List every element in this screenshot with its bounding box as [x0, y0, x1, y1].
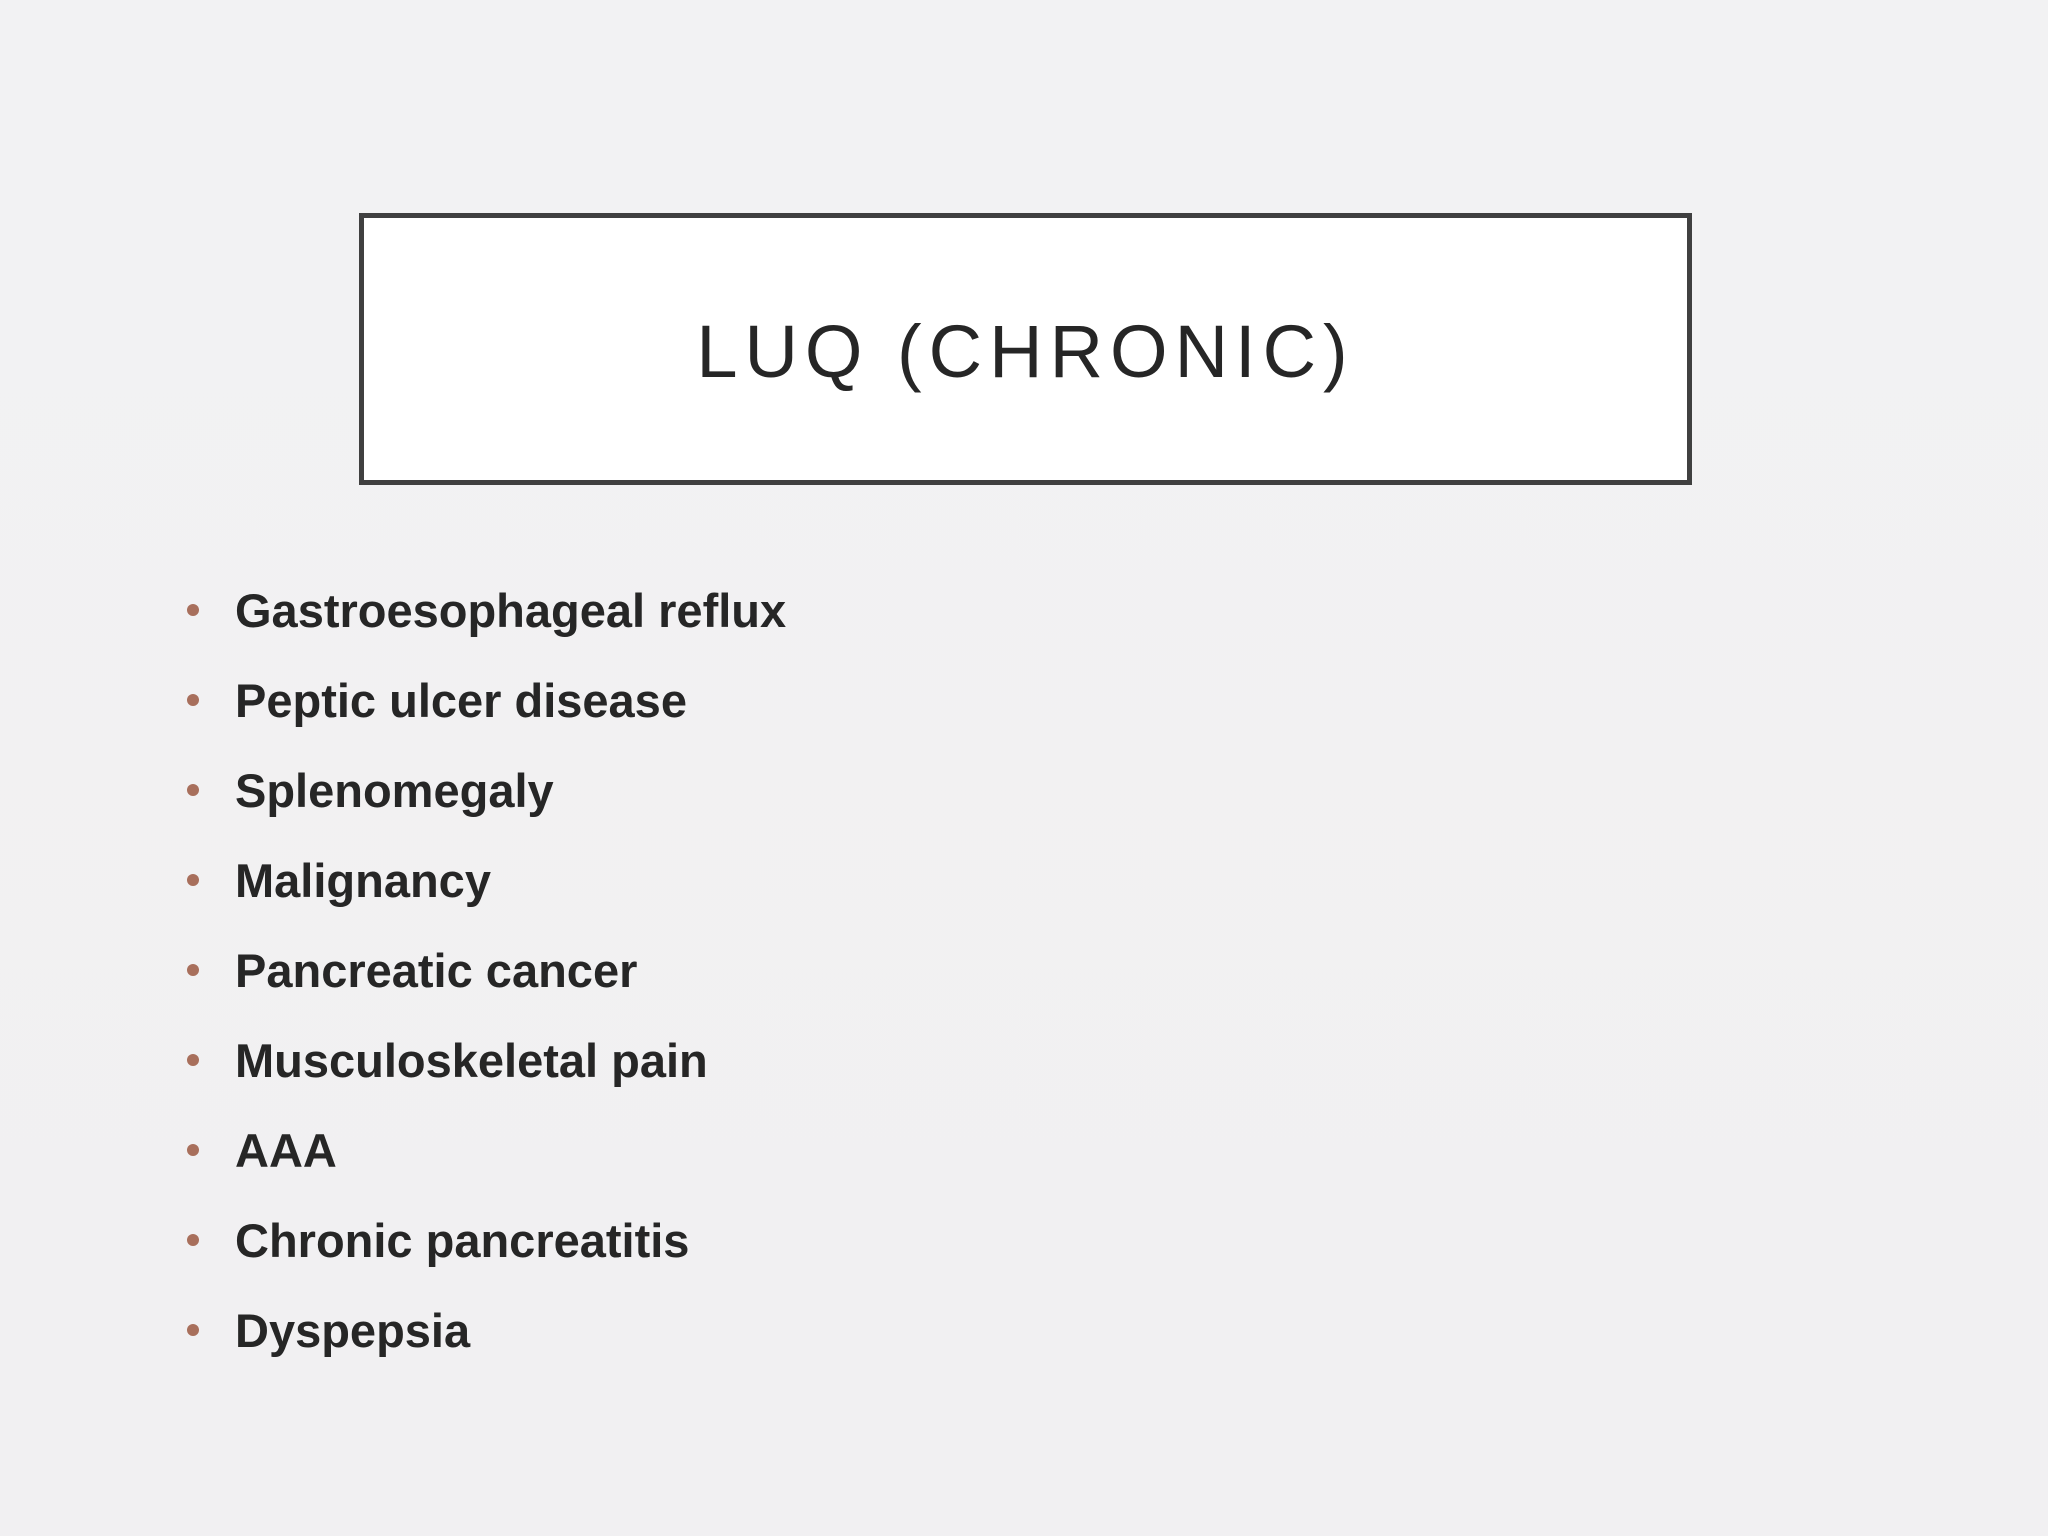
bullet-text: Gastroesophageal reflux: [235, 583, 787, 637]
bullet-dot-icon: [187, 1324, 199, 1336]
bullet-dot-icon: [187, 964, 199, 976]
title-box: [359, 213, 1692, 485]
bullet-dot-icon: [187, 604, 199, 616]
bullet-text: Pancreatic cancer: [235, 943, 638, 997]
bullet-dot-icon: [187, 1234, 199, 1246]
bullet-dot-icon: [187, 784, 199, 796]
bullet-text: Malignancy: [235, 853, 491, 907]
bullet-dot-icon: [187, 694, 199, 706]
slide-title: LUQ (CHRONIC): [696, 310, 1355, 393]
bullet-text: Dyspepsia: [235, 1303, 471, 1357]
bullet-text: Chronic pancreatitis: [235, 1213, 690, 1267]
bullet-text: Musculoskeletal pain: [235, 1033, 708, 1087]
bullet-text: Peptic ulcer disease: [235, 673, 687, 727]
bullet-dot-icon: [187, 1144, 199, 1156]
bullet-text: AAA: [235, 1123, 337, 1177]
bullet-text: Splenomegaly: [235, 763, 554, 817]
bullet-dot-icon: [187, 874, 199, 886]
bullet-dot-icon: [187, 1054, 199, 1066]
